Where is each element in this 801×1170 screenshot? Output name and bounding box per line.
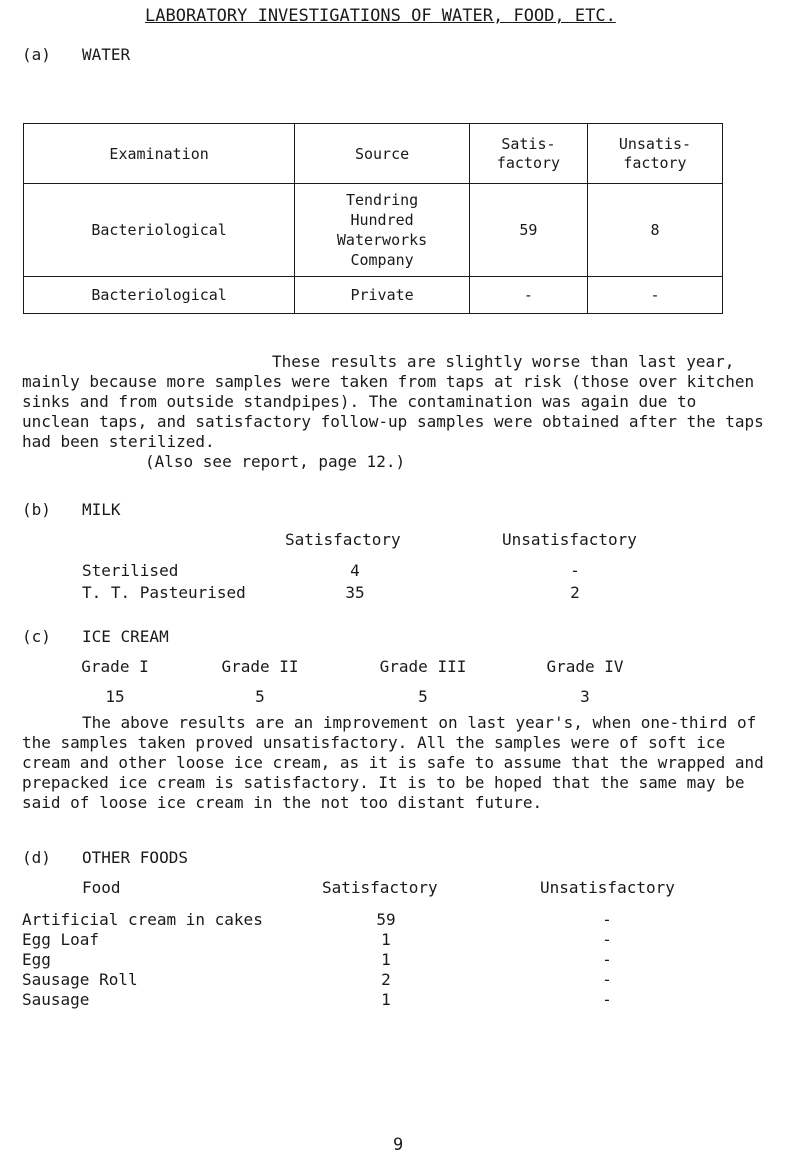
food-row-name: Sausage Roll xyxy=(22,970,138,989)
grade-value: 3 xyxy=(580,687,590,706)
milk-row-name: T. T. Pasteurised xyxy=(82,583,246,602)
grade-label: Grade III xyxy=(379,657,467,676)
col-source: Source xyxy=(295,124,470,184)
grade-label: Grade II xyxy=(221,657,299,676)
milk-row-unsatisfactory: - xyxy=(570,561,580,580)
grade-label: Grade IV xyxy=(546,657,624,676)
section-d-label: (d) xyxy=(22,848,51,867)
foods-col-satisfactory: Satisfactory xyxy=(322,878,438,897)
page-number: 9 xyxy=(393,1135,404,1155)
food-row-unsatisfactory: - xyxy=(602,910,612,929)
col-unsatisfactory: Unsatis- factory xyxy=(587,124,722,184)
water-see-also: (Also see report, page 12.) xyxy=(145,452,406,471)
col-satisfactory: Satis- factory xyxy=(469,124,587,184)
food-row-name: Egg xyxy=(22,950,51,969)
cell-examination: Bacteriological xyxy=(24,184,295,277)
food-row-name: Sausage xyxy=(22,990,90,1009)
cell-unsatisfactory: 8 xyxy=(587,184,722,277)
food-row-satisfactory: 2 xyxy=(381,970,391,989)
food-row-unsatisfactory: - xyxy=(602,930,612,949)
milk-col-satisfactory: Satisfactory xyxy=(285,530,401,549)
grade-value: 5 xyxy=(418,687,428,706)
foods-col-unsatisfactory: Unsatisfactory xyxy=(540,878,675,897)
table-row xyxy=(24,277,723,314)
cell-satisfactory: 59 xyxy=(469,184,587,277)
milk-row-satisfactory: 4 xyxy=(350,561,360,580)
food-row-unsatisfactory: - xyxy=(602,990,612,1009)
table-row xyxy=(24,184,723,277)
page-title: LABORATORY INVESTIGATIONS OF WATER, FOOD, ETC. xyxy=(145,6,616,26)
cell-satisfactory: - xyxy=(469,277,587,314)
section-b-label: (b) xyxy=(22,500,51,519)
food-row-name: Egg Loaf xyxy=(22,930,100,949)
food-row-satisfactory: 1 xyxy=(381,950,391,969)
water-note: These results are slightly worse than last year, mainly because more samples were taken from taps at risk (those over kitchen sinks and from outside standpipes). The contamination was again due to unclean taps, and satisfactory follow-up samples were obtained after the taps had been sterilized. xyxy=(22,352,764,451)
cell-source: Tendring Hundred Waterworks Company xyxy=(295,184,470,277)
food-row-unsatisfactory: - xyxy=(602,950,612,969)
food-row-unsatisfactory: - xyxy=(602,970,612,989)
grade-value: 15 xyxy=(105,687,125,706)
cell-unsatisfactory: - xyxy=(587,277,722,314)
food-row-satisfactory: 1 xyxy=(381,990,391,1009)
foods-col-food: Food xyxy=(82,878,121,897)
milk-row-unsatisfactory: 2 xyxy=(570,583,580,602)
section-a-label: (a) xyxy=(22,45,51,64)
milk-row-name: Sterilised xyxy=(82,561,179,580)
grade-value: 5 xyxy=(255,687,265,706)
milk-row-satisfactory: 35 xyxy=(345,583,365,602)
cell-source: Private xyxy=(295,277,470,314)
water-results-table xyxy=(23,123,723,314)
section-a-heading: WATER xyxy=(82,45,131,64)
food-row-satisfactory: 1 xyxy=(381,930,391,949)
grade-label: Grade I xyxy=(81,657,149,676)
col-examination: Examination xyxy=(24,124,295,184)
section-c-heading: ICE CREAM xyxy=(82,627,169,646)
section-c-label: (c) xyxy=(22,627,51,646)
cell-examination: Bacteriological xyxy=(24,277,295,314)
food-row-name: Artificial cream in cakes xyxy=(22,910,263,929)
milk-col-unsatisfactory: Unsatisfactory xyxy=(502,530,637,549)
section-b-heading: MILK xyxy=(82,500,121,519)
food-row-satisfactory: 59 xyxy=(376,910,396,929)
section-d-heading: OTHER FOODS xyxy=(82,848,188,867)
ice-cream-note: The above results are an improvement on last year's, when one-third of the samples taken proved unsatisfactory. All the samples were of soft ice cream and other loose ice cream, as it is safe to assume that the wrapped and prepacked ice cream is satisfactory. It is to be hoped that the same may be said of loose ice cream in the not too distant future. xyxy=(22,713,764,812)
